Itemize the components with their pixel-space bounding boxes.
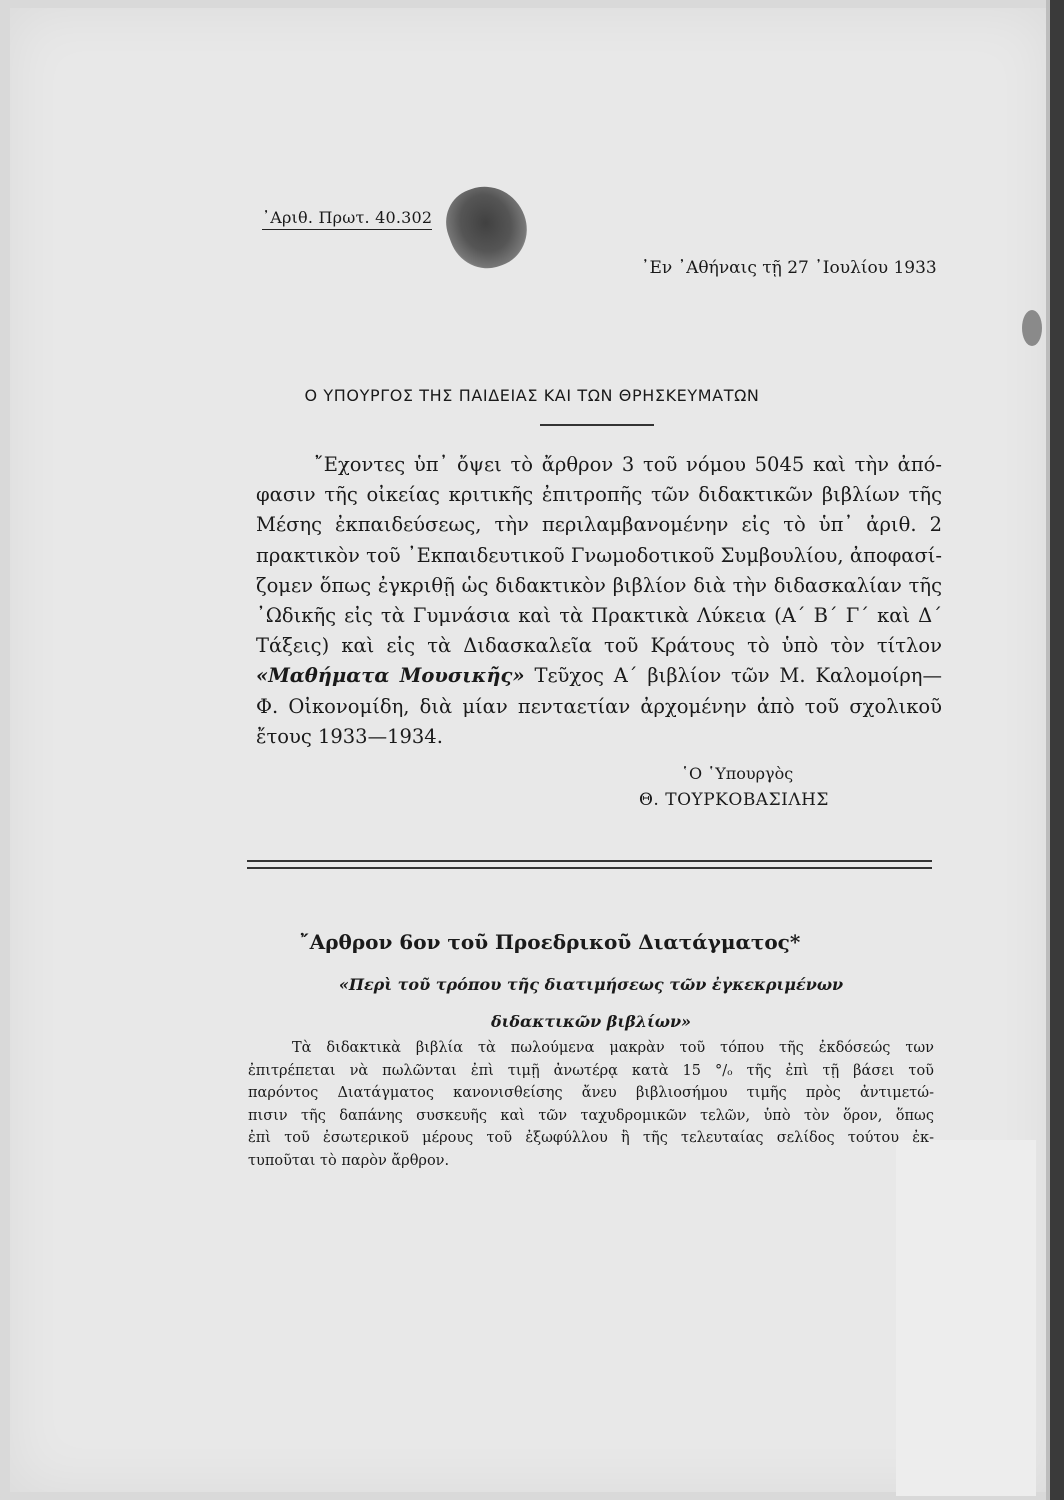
decision-line: Μέσης ἐκπαιδεύσεως, τὴν περιλαμβανομένην εἰς τὸ ὑπ᾿ ἀριθ. 2 <box>256 513 942 537</box>
protocol-number: ᾿Αριθ. Πρωτ. 40.302 <box>262 208 432 230</box>
decision-line-title <box>256 661 942 691</box>
decision-line: ζομεν ὅπως ἐγκριθῇ ὡς διδακτικὸν βιβλίον διὰ τὴν διδασκαλίαν τῆς <box>256 573 942 597</box>
divider-rule-bottom <box>247 867 932 869</box>
book-title: «Μαθήματα Μουσικῆς» <box>256 664 525 688</box>
article-line: τυποῦται τὸ παρὸν ἄρθρον. <box>248 1152 450 1169</box>
article-line: Τὰ διδακτικὰ βιβλία τὰ πωλούμενα μακρὰν τοῦ τόπου τῆς ἐκδόσεώς των <box>292 1040 934 1056</box>
decision-text <box>256 450 942 752</box>
article-line: παρόντος Διατάγματος κανονισθείσης ἄνευ βιβλιοσήμου τιμῆς πρὸς ἀντιμετώ- <box>248 1085 934 1102</box>
article-subtitle <box>266 966 916 1040</box>
signature-name: Θ. ΤΟΥΡΚΟΒΑΣΙΛΗΣ <box>639 790 829 810</box>
date-line: ᾿Εν ᾿Αθήναις τῇ 27 ᾿Ιουλίου 1933 <box>641 258 937 278</box>
decision-line: πρακτικὸν τοῦ ᾿Εκπαιδευτικοῦ Γνωμοδοτικοῦ Συμβουλίου, ἀποφασί- <box>256 543 942 567</box>
issuer-heading: Ο ΥΠΟΥΡΓΟΣ ΤΗΣ ΠΑΙΔΕΙΑΣ ΚΑΙ ΤΩΝ ΘΡΗΣΚΕΥΜΑΤΩΝ <box>304 386 760 405</box>
article-title: ῎Αρθρον 6ον τοῦ Προεδρικοῦ Διατάγματος* <box>299 930 801 954</box>
binding-hole <box>1022 310 1042 346</box>
article-line: ἐπιτρέπεται νὰ πωλῶνται ἐπὶ τιμῇ ἀνωτέρᾳ κατὰ 15 °/ₒ τῆς ἐπὶ τῇ βάσει τοῦ <box>248 1062 934 1079</box>
scan-border <box>1050 0 1064 1500</box>
heading-rule <box>540 424 654 426</box>
article-body <box>248 1037 934 1173</box>
decision-line: ᾿Ωδικῆς εἰς τὰ Γυμνάσια καὶ τὰ Πρακτικὰ Λύκεια (Α΄ Β΄ Γ΄ καὶ Δ΄ <box>256 604 942 628</box>
decision-line: ἔτους 1933—1934. <box>256 724 443 748</box>
decision-line: φασιν τῆς οἰκείας κριτικῆς ἐπιτροπῆς τῶν διδακτικῶν βιβλίων τῆς <box>256 483 942 507</box>
book-authors: Τεῦχος Α΄ βιβλίον τῶν Μ. Καλομοίρη— <box>524 664 942 688</box>
article-subtitle-line: «Περὶ τοῦ τρόπου τῆς διατιμήσεως τῶν ἐγκεκριμένων <box>338 975 844 994</box>
signature-title: ῾Ο ῾Υπουργὸς <box>681 764 794 783</box>
article-line: πισιν τῆς δαπάνης συσκευῆς καὶ τῶν ταχυδρομικῶν τελῶν, ὑπὸ τὸν ὅρον, ὅπως <box>248 1107 934 1124</box>
article-subtitle-line: διδακτικῶν βιβλίων» <box>490 1012 692 1031</box>
paper-patch <box>896 1140 1036 1496</box>
decision-line: ῎Εχοντες ὑπ᾿ ὄψει τὸ ἄρθρον 3 τοῦ νόμου 5045 καὶ τὴν ἀπό- <box>314 453 942 476</box>
decision-line: Φ. Οἰκονομίδη, διὰ μίαν πενταετίαν ἀρχομένην ἀπὸ τοῦ σχολικοῦ <box>256 694 942 718</box>
divider-rule-top <box>247 860 932 862</box>
decision-line: Τάξεις) καὶ εἰς τὰ Διδασκαλεῖα τοῦ Κράτους τὸ ὑπὸ τὸν τίτλον <box>256 634 942 658</box>
article-line: ἐπὶ τοῦ ἐσωτερικοῦ μέρους τοῦ ἐξωφύλλου ἢ τῆς τελευταίας σελίδος τούτου ἐκ- <box>248 1130 934 1147</box>
